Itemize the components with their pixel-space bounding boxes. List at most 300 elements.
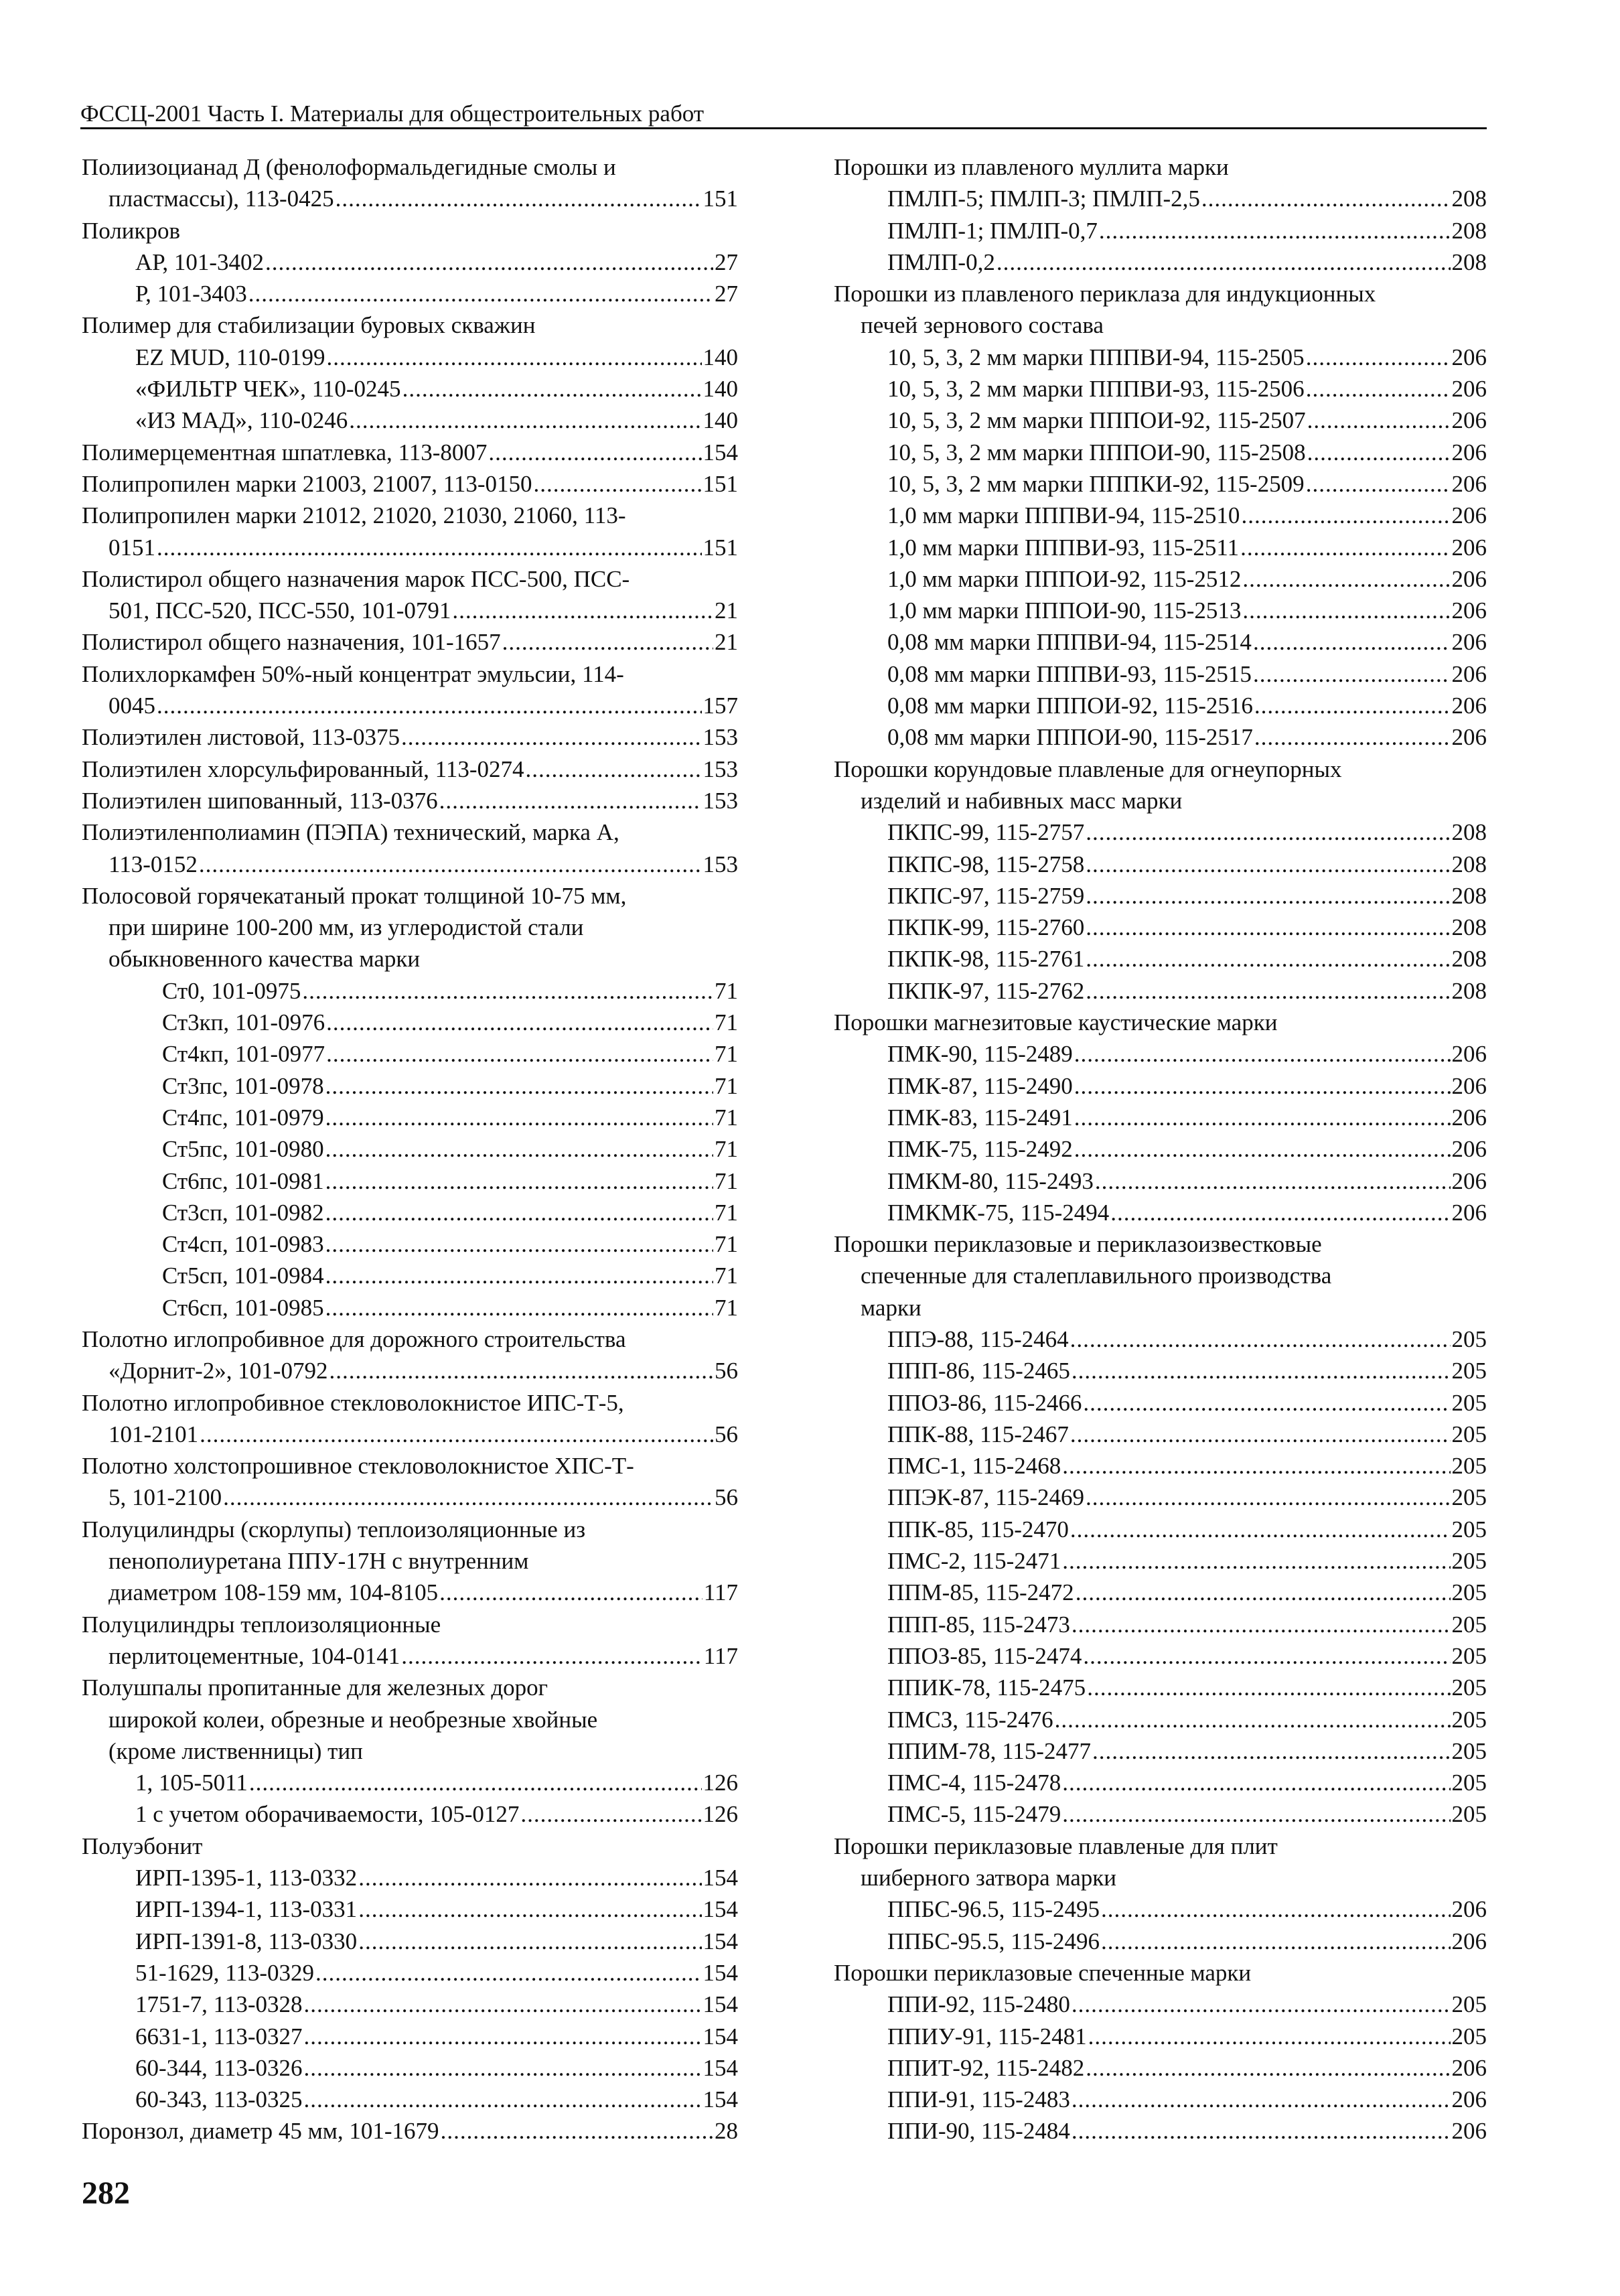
entry-page-number: 27 <box>715 281 738 307</box>
entry-text: ПМЛП-0,2 <box>887 248 995 275</box>
index-subentry <box>834 658 1487 690</box>
entry-text: Полиэтилен листовой, 113-0375 <box>82 724 400 751</box>
dot-leader <box>199 849 702 880</box>
entry-page-number: 206 <box>1451 439 1487 465</box>
dot-leader <box>520 1798 701 1830</box>
index-subentry <box>834 1926 1487 1957</box>
entry-page-number: 154 <box>703 1865 738 1891</box>
entry-page-number: 117 <box>703 1642 738 1669</box>
dot-leader <box>1101 1926 1450 1957</box>
index-entry <box>82 309 738 341</box>
entry-text: «ИЗ МАД», 110-0246 <box>135 407 348 434</box>
index-subentry <box>834 1038 1487 1070</box>
index-entry <box>82 721 738 753</box>
index-subentry <box>834 785 1487 816</box>
dot-leader <box>223 1482 713 1513</box>
entry-text: ППМ-85, 115-2472 <box>887 1579 1074 1606</box>
index-entry <box>82 215 738 246</box>
index-subentry <box>834 1102 1487 1133</box>
dot-leader <box>502 626 713 658</box>
entry-text: Полистирол общего назначения, 101-1657 <box>82 629 501 656</box>
entry-page-number: 206 <box>1451 693 1487 719</box>
dot-leader <box>248 278 713 309</box>
entry-text: ПМЛП-1; ПМЛП-0,7 <box>887 217 1098 244</box>
entry-page-number: 208 <box>1451 819 1487 846</box>
entry-text: 0045 <box>108 693 155 719</box>
index-subentry <box>82 373 738 405</box>
index-subentry <box>82 1862 738 1893</box>
entry-text: Ст4кп, 101-0977 <box>162 1041 325 1068</box>
index-entry <box>82 658 738 690</box>
dot-leader <box>1240 532 1450 563</box>
entry-page-number: 157 <box>703 693 738 719</box>
entry-text: Р, 101-3403 <box>135 281 247 307</box>
dot-leader <box>1076 1577 1451 1608</box>
dot-leader <box>325 1165 713 1197</box>
dot-leader <box>304 2021 702 2052</box>
entry-text: 60-344, 113-0326 <box>135 2054 303 2081</box>
dot-leader <box>1087 1672 1450 1703</box>
entry-page-number: 154 <box>703 2086 738 2113</box>
entry-text: спеченные для сталеплавильного производства <box>861 1263 1332 1289</box>
entry-page-number: 205 <box>1451 1484 1487 1511</box>
entry-page-number: 71 <box>715 1199 738 1226</box>
entry-text: ППОЗ-85, 115-2474 <box>887 1642 1082 1669</box>
index-subentry <box>82 1133 738 1165</box>
entry-page-number: 208 <box>1451 248 1487 275</box>
index-subentry <box>834 1387 1487 1419</box>
entry-text: Порошки периклазовые и периклазоизвестковые <box>834 1231 1322 1258</box>
dot-leader <box>1070 1514 1451 1545</box>
index-subentry <box>834 816 1487 848</box>
index-subentry <box>82 1957 738 1989</box>
dot-leader <box>1306 373 1451 405</box>
entry-text: ППИУ-91, 115-2481 <box>887 2023 1087 2050</box>
index-subentry <box>82 849 738 880</box>
index-entry <box>82 1831 738 1862</box>
entry-text: 501, ПСС-520, ПСС-550, 101-0791 <box>108 597 451 624</box>
entry-text: пластмассы), 113-0425 <box>108 186 334 212</box>
entry-text: ПМС-4, 115-2478 <box>887 1770 1061 1796</box>
dot-leader <box>1201 183 1451 214</box>
entry-page-number: 56 <box>715 1484 738 1511</box>
entry-text: Полотно иглопробивное для дорожного строительства <box>82 1325 626 1352</box>
index-subentry <box>834 721 1487 753</box>
dot-leader <box>1062 1767 1450 1798</box>
entry-page-number: 153 <box>703 724 738 751</box>
entry-text: ППБС-96.5, 115-2495 <box>887 1896 1100 1923</box>
entry-text: 6631-1, 113-0327 <box>135 2023 303 2050</box>
dot-leader <box>358 1862 701 1893</box>
entry-page-number: 154 <box>703 1928 738 1954</box>
index-subentry <box>834 405 1487 436</box>
index-subentry <box>82 532 738 563</box>
index-subentry <box>834 373 1487 405</box>
entry-page-number: 206 <box>1451 1104 1487 1131</box>
index-entry <box>82 1450 738 1482</box>
index-subentry <box>82 1419 738 1450</box>
entry-page-number: 126 <box>703 1801 738 1828</box>
dot-leader <box>327 342 702 373</box>
index-entry <box>82 563 738 595</box>
index-entry <box>82 500 738 531</box>
entry-text: Полиэтилен хлорсульфированный, 113-0274 <box>82 756 524 782</box>
entry-text: ИРП-1391-8, 113-0330 <box>135 1928 358 1954</box>
index-subentry <box>82 1292 738 1323</box>
dot-leader <box>157 690 702 721</box>
entry-page-number: 154 <box>703 2054 738 2081</box>
dot-leader <box>1253 658 1451 690</box>
dot-leader <box>1086 975 1450 1007</box>
dot-leader <box>1072 1989 1451 2020</box>
entry-text: ПМС-5, 115-2479 <box>887 1801 1061 1828</box>
index-subentry <box>82 1038 738 1070</box>
entry-page-number: 205 <box>1451 1358 1487 1384</box>
entry-page-number: 154 <box>703 1959 738 1986</box>
entry-page-number: 151 <box>703 186 738 212</box>
entry-page-number: 71 <box>715 1136 738 1163</box>
entry-text: 10, 5, 3, 2 мм марки ПППОИ-90, 115-2508 <box>887 439 1306 465</box>
entry-page-number: 71 <box>715 1104 738 1131</box>
index-subentry <box>834 1577 1487 1608</box>
entry-text: широкой колеи, обрезные и необрезные хвойные <box>108 1706 598 1733</box>
index-subentry <box>834 1070 1487 1102</box>
entry-page-number: 205 <box>1451 2023 1487 2050</box>
entry-page-number: 154 <box>703 1896 738 1923</box>
index-subentry <box>82 2052 738 2084</box>
index-subentry <box>834 183 1487 214</box>
entry-text: Ст3пс, 101-0978 <box>162 1072 324 1099</box>
index-subentry <box>834 626 1487 658</box>
index-subentry <box>834 468 1487 500</box>
entry-page-number: 153 <box>703 756 738 782</box>
entry-text: ПМС-2, 115-2471 <box>887 1548 1061 1575</box>
dot-leader <box>304 2084 702 2115</box>
index-subentry <box>834 880 1487 912</box>
dot-leader <box>358 1926 701 1957</box>
entry-page-number: 206 <box>1451 534 1487 561</box>
entry-text: 10, 5, 3, 2 мм марки ПППВИ-94, 115-2505 <box>887 344 1305 370</box>
index-subentry <box>82 342 738 373</box>
index-subentry <box>834 1165 1487 1197</box>
index-subentry <box>834 1323 1487 1355</box>
entry-text: ПМС-1, 115-2468 <box>887 1453 1061 1480</box>
dot-leader <box>1062 1545 1450 1577</box>
entry-page-number: 154 <box>703 439 738 465</box>
entry-text: Полиэтиленполиамин (ПЭПА) технический, марка А, <box>82 819 619 846</box>
dot-leader <box>326 1007 713 1038</box>
entry-text: ППИ-92, 115-2480 <box>887 1991 1070 2018</box>
index-subentry <box>834 309 1487 341</box>
index-subentry <box>82 1165 738 1197</box>
header-rule <box>80 127 1487 129</box>
entry-text: 1,0 мм марки ПППОИ-92, 115-2512 <box>887 565 1242 592</box>
dot-leader <box>325 1260 713 1291</box>
entry-page-number: 71 <box>715 1167 738 1194</box>
entry-text: ППБС-95.5, 115-2496 <box>887 1928 1100 1954</box>
index-subentry <box>82 1102 738 1133</box>
index-subentry <box>82 1482 738 1513</box>
entry-text: Полосовой горячекатаный прокат толщиной 10-75 мм, <box>82 882 627 909</box>
entry-text: «ФИЛЬТР ЧЕК», 110-0245 <box>135 376 401 403</box>
entry-text: 1,0 мм марки ПППВИ-94, 115-2510 <box>887 502 1240 529</box>
dot-leader <box>402 373 702 405</box>
index-subentry <box>82 1735 738 1767</box>
entry-text: обыкновенного качества марки <box>108 946 421 973</box>
entry-text: 1,0 мм марки ПППОИ-90, 115-2513 <box>887 597 1242 624</box>
entry-text: Ст0, 101-0975 <box>162 977 301 1004</box>
index-entry <box>82 816 738 848</box>
entry-text: Порошки из плавленого периклаза для индукционных <box>834 281 1376 307</box>
entry-page-number: 205 <box>1451 1325 1487 1352</box>
index-subentry <box>834 943 1487 975</box>
dot-leader <box>1062 1450 1450 1482</box>
dot-leader <box>1074 1102 1451 1133</box>
index-subentry <box>82 595 738 626</box>
entry-page-number: 206 <box>1451 376 1487 403</box>
index-subentry <box>82 690 738 721</box>
index-entry <box>834 1957 1487 1989</box>
entry-text: 60-343, 113-0325 <box>135 2086 303 2113</box>
entry-text: Полиизоцианад Д (фенолоформальдегидные смолы и <box>82 154 616 180</box>
entry-page-number: 206 <box>1451 470 1487 497</box>
entry-page-number: 117 <box>703 1579 738 1606</box>
index-entry <box>82 1323 738 1355</box>
dot-leader <box>1086 849 1450 880</box>
entry-text: Порошки магнезитовые каустические марки <box>834 1009 1278 1036</box>
index-subentry <box>82 183 738 214</box>
index-subentry <box>82 2021 738 2052</box>
entry-text: ПМК-75, 115-2492 <box>887 1136 1073 1163</box>
entry-text: 0151 <box>108 534 155 561</box>
entry-text: Полиэтилен шипованный, 113-0376 <box>82 787 438 814</box>
dot-leader <box>325 1133 713 1165</box>
entry-text: 1751-7, 113-0328 <box>135 1991 303 2018</box>
entry-page-number: 71 <box>715 1041 738 1068</box>
dot-leader <box>1072 1355 1451 1386</box>
index-entry <box>82 2115 738 2147</box>
entry-page-number: 208 <box>1451 977 1487 1004</box>
dot-leader <box>1086 816 1450 848</box>
entry-text: ППЭ-88, 115-2464 <box>887 1325 1069 1352</box>
dot-leader <box>1242 563 1450 595</box>
index-subentry <box>834 1640 1487 1672</box>
dot-leader <box>1086 2052 1450 2084</box>
entry-page-number: 205 <box>1451 1991 1487 2018</box>
entry-text: Порошки из плавленого муллита марки <box>834 154 1229 180</box>
entry-page-number: 140 <box>703 376 738 403</box>
entry-page-number: 206 <box>1451 1136 1487 1163</box>
dot-leader <box>1083 1387 1450 1419</box>
entry-text: 0,08 мм марки ПППОИ-92, 115-2516 <box>887 693 1253 719</box>
index-entry <box>834 1007 1487 1038</box>
index-column-right <box>834 151 1487 2147</box>
dot-leader <box>349 405 701 436</box>
entry-page-number: 206 <box>1451 1928 1487 1954</box>
index-subentry <box>834 1292 1487 1323</box>
dot-leader <box>315 1957 701 1989</box>
entry-page-number: 56 <box>715 1421 738 1447</box>
dot-leader <box>1072 1609 1451 1640</box>
index-subentry <box>834 1133 1487 1165</box>
entry-page-number: 206 <box>1451 597 1487 624</box>
entry-page-number: 208 <box>1451 217 1487 244</box>
index-subentry <box>82 1260 738 1291</box>
index-subentry <box>82 1577 738 1608</box>
dot-leader <box>533 468 701 500</box>
index-subentry <box>834 1609 1487 1640</box>
index-subentry <box>834 1735 1487 1767</box>
dot-leader <box>1306 342 1451 373</box>
dot-leader <box>1086 880 1450 912</box>
index-subentry <box>834 2052 1487 2084</box>
entry-page-number: 205 <box>1451 1421 1487 1447</box>
entry-page-number: 28 <box>715 2118 738 2145</box>
index-subentry <box>834 1545 1487 1577</box>
entry-text: ПКПК-98, 115-2761 <box>887 946 1085 973</box>
entry-page-number: 208 <box>1451 946 1487 973</box>
entry-page-number: 206 <box>1451 724 1487 751</box>
entry-text: ПКПС-99, 115-2757 <box>887 819 1085 846</box>
entry-text: ПКПК-99, 115-2760 <box>887 914 1085 941</box>
dot-leader <box>439 1577 703 1608</box>
dot-leader <box>1101 1893 1450 1925</box>
entry-page-number: 206 <box>1451 1896 1487 1923</box>
entry-text: ППИМ-78, 115-2477 <box>887 1737 1091 1764</box>
index-subentry <box>834 215 1487 246</box>
index-subentry <box>834 246 1487 278</box>
index-entry <box>834 754 1487 785</box>
entry-text: ППОЗ-86, 115-2466 <box>887 1389 1082 1416</box>
dot-leader <box>304 2052 702 2084</box>
index-entry <box>82 151 738 183</box>
dot-leader <box>1072 2115 1451 2147</box>
index-subentry <box>834 849 1487 880</box>
entry-page-number: 205 <box>1451 1579 1487 1606</box>
entry-text: 1, 105-5011 <box>135 1770 248 1796</box>
entry-page-number: 206 <box>1451 344 1487 370</box>
entry-text: Полотно иглопробивное стекловолокнистое ИПС-Т-5, <box>82 1389 624 1416</box>
dot-leader <box>1074 1070 1451 1102</box>
dot-leader <box>358 1893 701 1925</box>
dot-leader <box>1241 500 1450 531</box>
entry-text: Поликров <box>82 217 181 244</box>
dot-leader <box>1062 1798 1450 1830</box>
index-subentry <box>834 1197 1487 1228</box>
entry-page-number: 154 <box>703 2023 738 2050</box>
entry-page-number: 71 <box>715 1263 738 1289</box>
index-subentry <box>82 1070 738 1102</box>
entry-page-number: 208 <box>1451 186 1487 212</box>
entry-page-number: 71 <box>715 1072 738 1099</box>
entry-page-number: 206 <box>1451 2054 1487 2081</box>
dot-leader <box>997 246 1451 278</box>
dot-leader <box>401 721 702 753</box>
entry-page-number: 205 <box>1451 1611 1487 1638</box>
index-entry <box>82 1609 738 1640</box>
entry-text: Ст6пс, 101-0981 <box>162 1167 324 1194</box>
index-entry <box>82 437 738 468</box>
dot-leader <box>1070 1323 1451 1355</box>
running-header: ФССЦ-2001 Часть I. Материалы для общестроительных работ <box>80 100 705 127</box>
entry-text: Полимер для стабилизации буровых скважин <box>82 312 536 339</box>
dot-leader <box>1254 690 1451 721</box>
index-subentry <box>82 1798 738 1830</box>
entry-text: 1,0 мм марки ПППВИ-93, 115-2511 <box>887 534 1240 561</box>
entry-text: 0,08 мм марки ПППВИ-94, 115-2514 <box>887 629 1252 656</box>
index-entry <box>82 880 738 912</box>
entry-page-number: 206 <box>1451 407 1487 434</box>
index-subentry <box>834 1798 1487 1830</box>
dot-leader <box>325 1197 713 1228</box>
entry-text: Полуэбонит <box>82 1833 203 1859</box>
entry-text: ППП-85, 115-2473 <box>887 1611 1070 1638</box>
index-subentry <box>82 405 738 436</box>
entry-page-number: 205 <box>1451 1737 1487 1764</box>
dot-leader <box>1092 1735 1451 1767</box>
entry-text: Поронзол, диаметр 45 мм, 101-1679 <box>82 2118 439 2145</box>
entry-page-number: 206 <box>1451 1041 1487 1068</box>
entry-text: Ст3сп, 101-0982 <box>162 1199 324 1226</box>
entry-text: 1 с учетом оборачиваемости, 105-0127 <box>135 1801 520 1828</box>
entry-text: ППИК-78, 115-2475 <box>887 1674 1086 1701</box>
dot-leader <box>325 1102 713 1133</box>
index-entry <box>82 626 738 658</box>
dot-leader <box>488 437 701 468</box>
dot-leader <box>439 785 702 816</box>
entry-page-number: 205 <box>1451 1516 1487 1542</box>
dot-leader <box>1088 2021 1451 2052</box>
entry-page-number: 126 <box>703 1770 738 1796</box>
dot-leader <box>441 2115 713 2147</box>
entry-page-number: 140 <box>703 344 738 370</box>
entry-text: ППИТ-92, 115-2482 <box>887 2054 1085 2081</box>
entry-page-number: 71 <box>715 1231 738 1258</box>
entry-text: ПМК-90, 115-2489 <box>887 1041 1073 1068</box>
index-subentry <box>834 1450 1487 1482</box>
index-entry <box>834 1831 1487 1862</box>
dot-leader <box>1242 595 1450 626</box>
entry-page-number: 56 <box>715 1358 738 1384</box>
entry-text: 10, 5, 3, 2 мм марки ПППВИ-93, 115-2506 <box>887 376 1305 403</box>
dot-leader <box>1083 1640 1450 1672</box>
entry-text: (кроме лиственницы) тип <box>108 1737 363 1764</box>
dot-leader <box>249 1767 702 1798</box>
dot-leader <box>1055 1704 1451 1735</box>
entry-text: ИРП-1394-1, 113-0331 <box>135 1896 358 1923</box>
index-subentry <box>834 1893 1487 1925</box>
entry-text: Порошки корундовые плавленые для огнеупорных <box>834 756 1342 782</box>
entry-page-number: 21 <box>715 629 738 656</box>
entry-page-number: 153 <box>703 851 738 877</box>
entry-text: ПКПС-97, 115-2759 <box>887 882 1085 909</box>
index-entry <box>82 785 738 816</box>
entry-text: Ст4пс, 101-0979 <box>162 1104 324 1131</box>
dot-leader <box>452 595 713 626</box>
entry-page-number: 206 <box>1451 502 1487 529</box>
dot-leader <box>1072 2084 1451 2115</box>
entry-page-number: 205 <box>1451 1453 1487 1480</box>
entry-text: Полистирол общего назначения марок ПСС-500, ПСС- <box>82 565 630 592</box>
entry-page-number: 208 <box>1451 914 1487 941</box>
entry-text: изделий и набивных масс марки <box>861 787 1183 814</box>
dot-leader <box>401 1640 703 1672</box>
entry-text: Полипропилен марки 21012, 21020, 21030, 21060, 113- <box>82 502 626 529</box>
index-subentry <box>82 975 738 1007</box>
index-subentry <box>82 1007 738 1038</box>
entry-text: ПМКМК-75, 115-2494 <box>887 1199 1110 1226</box>
entry-text: шиберного затвора марки <box>861 1865 1117 1891</box>
